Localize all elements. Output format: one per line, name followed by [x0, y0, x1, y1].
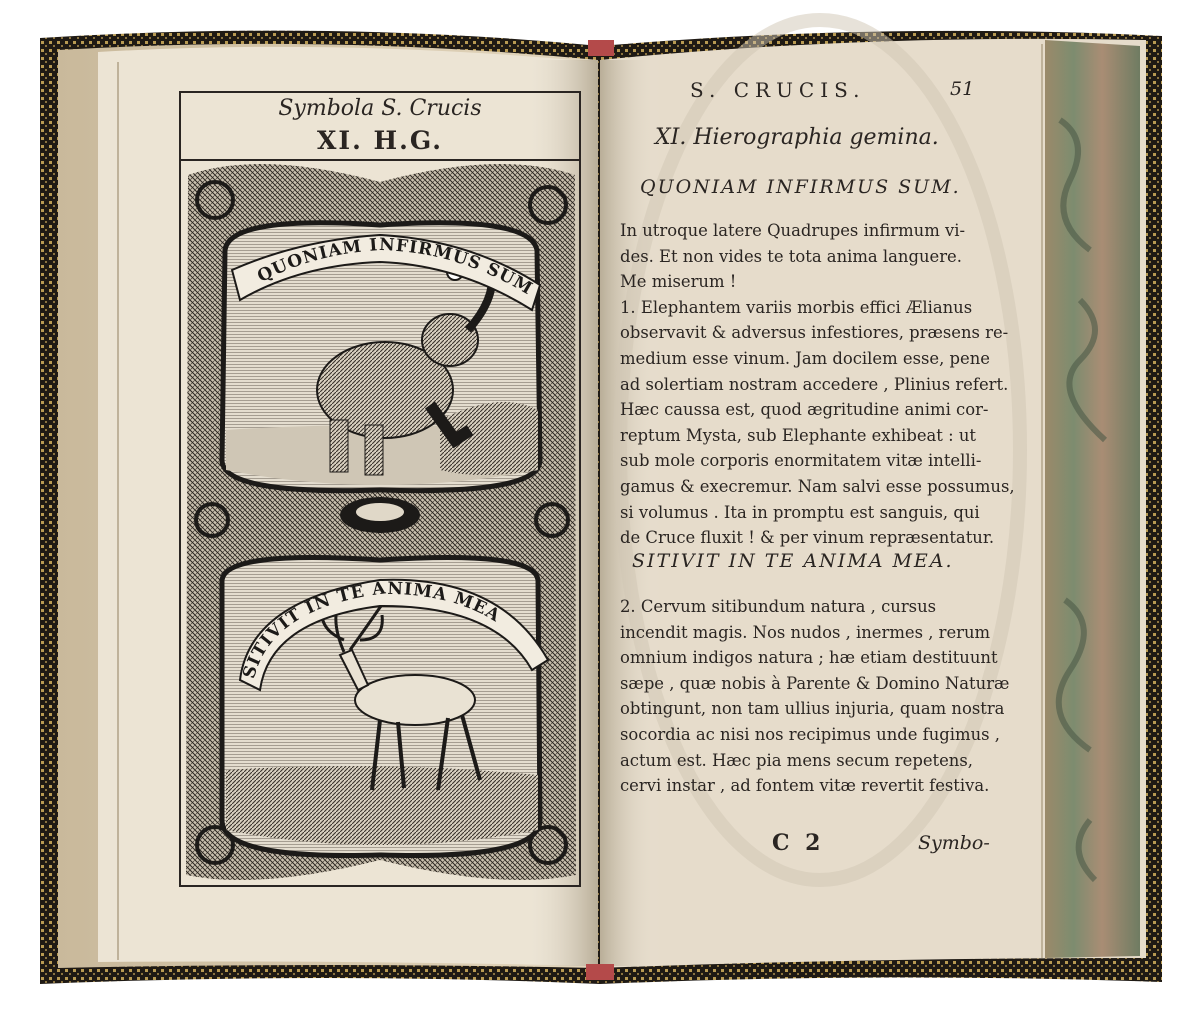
text-line: obtingunt, non tam ullius injuria, quam nostra — [620, 699, 1005, 719]
plate-header: Symbola S. Crucis — [278, 96, 482, 121]
text-line: ad solertiam nostram accedere , Plinius refert. — [620, 374, 1009, 394]
paragraph-2 — [620, 594, 1009, 799]
catchword: Symbo- — [918, 832, 990, 854]
text-line: observavit & adversus infestiores, præsens re- — [620, 323, 1009, 343]
text-line: medium esse vinum. Jam docilem esse, pene — [620, 348, 990, 368]
subhead-2: SITIVIT IN TE ANIMA MEA. — [632, 550, 954, 572]
text-line: si volumus . Ita in promptu est sanguis, qui — [620, 502, 980, 522]
text-line: gamus & execremur. Nam salvi esse possumus, — [620, 476, 1015, 496]
text-line: des. Et non vides te tota anima languere. — [620, 246, 962, 266]
running-head: S. CRUCIS. — [690, 78, 866, 102]
text-line: sub mole corporis enormitatem vitæ intelli- — [620, 451, 982, 471]
text-line: Hæc caussa est, quod ægritudine animi cor- — [620, 400, 989, 420]
text-line: sæpe , quæ nobis à Parente & Domino Naturæ — [620, 673, 1010, 693]
page-number: 51 — [950, 78, 975, 100]
banner-bottom-text: SITIVIT IN TE ANIMA MEA — [239, 578, 505, 681]
text-line: omnium indigos natura ; hæ etiam destituunt — [620, 648, 998, 668]
banner-top-text: QUONIAM INFIRMUS SUM — [254, 234, 537, 300]
signature-mark: C 2 — [772, 830, 825, 856]
text-line: actum est. Hæc pia mens secum repetens, — [620, 750, 973, 770]
plate-title: XI. H.G. — [317, 126, 443, 155]
text-line: de Cruce fluxit ! & per vinum repræsentatur. — [620, 528, 995, 548]
text-line: cervi instar , ad fontem vitæ revertit festiva. — [620, 776, 990, 796]
text-line: incendit magis. Nos nudos , inermes , rerum — [620, 622, 991, 642]
page-title: XI. Hierographia gemina. — [655, 125, 939, 150]
marbled-fore-edge — [1045, 40, 1140, 958]
subhead-1: QUONIAM INFIRMUS SUM. — [640, 176, 961, 198]
text-line: socordia ac nisi nos recipimus unde fugimus , — [620, 724, 1000, 744]
text-line: 2. Cervum sitibundum natura , cursus — [620, 597, 937, 616]
paragraph-1 — [620, 218, 1015, 551]
text-line: reptum Mysta, sub Elephante exhibeat : ut — [620, 425, 976, 445]
text-line: 1. Elephantem variis morbis effici Ælianus — [620, 297, 973, 317]
text-line: Me miserum ! — [620, 272, 737, 292]
text-line: In utroque latere Quadrupes infirmum vi- — [620, 221, 966, 240]
